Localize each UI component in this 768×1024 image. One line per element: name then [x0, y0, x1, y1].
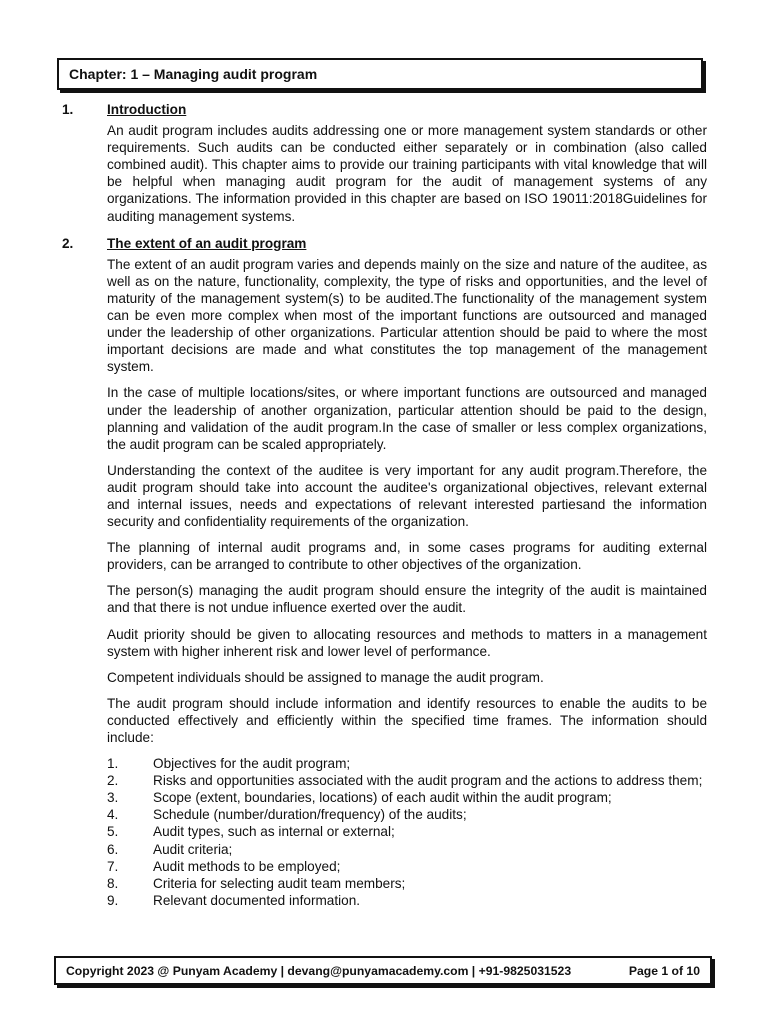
- paragraph: Audit priority should be given to allocating resources and methods to matters in a management system with higher inherent risk and lower level of performance.: [107, 626, 707, 659]
- list-text: Scope (extent, boundaries, locations) of each audit within the audit program;: [153, 790, 612, 806]
- list-item: [107, 841, 707, 858]
- list-item: [107, 755, 707, 772]
- paragraph: The planning of internal audit programs and, in some cases programs for auditing external providers, can be arranged to contribute to other objectives of the organization.: [107, 540, 707, 573]
- list-number: 5.: [107, 824, 119, 840]
- page-footer: [54, 956, 712, 985]
- list-item: [107, 806, 707, 823]
- list-text: Schedule (number/duration/frequency) of the audits;: [153, 807, 467, 823]
- chapter-title-box: [57, 58, 703, 90]
- list-item: [107, 892, 707, 909]
- paragraph: The extent of an audit program varies and depends mainly on the size and nature of the auditee, as well as on the nature, functionality, complexity, the type of risks and opportunities, and the level of maturity of the management system(s) to be audited.The functionality of the management system can be even more complex when most of the important functions are outsourced and managed under the leadership of other organizations. Particular attention should be paid to where the most important decisions are made and what constitutes the top management of the management system.: [107, 256, 707, 375]
- list-text: Audit methods to be employed;: [153, 858, 341, 874]
- list-text: Objectives for the audit program;: [153, 756, 351, 772]
- audit-program-info-list: [107, 755, 707, 909]
- list-item: [107, 772, 707, 789]
- list-number: 7.: [107, 858, 119, 874]
- section-heading: [62, 235, 707, 252]
- section-title: Introduction: [107, 102, 187, 117]
- list-number: 6.: [107, 841, 119, 857]
- list-item: [107, 875, 707, 892]
- paragraph: The audit program should include information and identify resources to enable the audits to be conducted effectively and efficiently within the specified time frames. The information should include:: [107, 695, 707, 745]
- chapter-title: Chapter: 1 – Managing audit program: [69, 66, 318, 82]
- document-body: [62, 101, 707, 909]
- list-text: Criteria for selecting audit team members;: [153, 875, 406, 891]
- list-text: Audit types, such as internal or external;: [153, 824, 395, 840]
- list-number: 4.: [107, 807, 119, 823]
- list-number: 3.: [107, 790, 119, 806]
- list-number: 2.: [107, 773, 119, 789]
- paragraph: The person(s) managing the audit program should ensure the integrity of the audit is maintained and that there is not undue influence exerted over the audit.: [107, 583, 707, 616]
- paragraph: In the case of multiple locations/sites, or where important functions are outsourced and managed under the leadership of another organization, particular attention should be paid to the design, planning and validation of the audit program.In the case of smaller or less complex organizations, the audit program can be scaled appropriately.: [107, 385, 707, 452]
- list-item: [107, 858, 707, 875]
- list-item: [107, 789, 707, 806]
- footer-copyright: Copyright 2023 @ Punyam Academy | devang@punyamacademy.com | +91-9825031523: [66, 963, 572, 978]
- section-introduction: [62, 101, 707, 225]
- paragraph: An audit program includes audits addressing one or more management system standards or other requirements. Such audits can be conducted either separately or in combination (also called combined audit). This chapter aims to provide our training participants with vital knowledge that will be helpful when managing audit program for the audit of management systems of any organizations. The information provided in this chapter are based on ISO 19011:2018Guidelines for auditing management systems.: [107, 123, 707, 224]
- section-number: 2.: [62, 235, 74, 251]
- section-extent: [62, 235, 707, 909]
- list-number: 8.: [107, 875, 119, 891]
- list-text: Relevant documented information.: [153, 892, 361, 908]
- list-number: 9.: [107, 892, 119, 908]
- list-number: 1.: [107, 756, 119, 772]
- paragraph: Understanding the context of the auditee is very important for any audit program.Therefore, the audit program should take into account the auditee's organizational objectives, relevant external and internal issues, needs and expectations of relevant interested partiesand the information security and confidentiality requirements of the organization.: [107, 462, 707, 530]
- section-number: 1.: [62, 102, 74, 117]
- section-heading: [62, 101, 707, 118]
- footer-page-number: Page 1 of 10: [628, 963, 700, 978]
- list-text: Risks and opportunities associated with the audit program and the actions to address them;: [153, 773, 703, 789]
- section-title: The extent of an audit program: [107, 235, 307, 251]
- list-item: [107, 823, 707, 840]
- paragraph: Competent individuals should be assigned to manage the audit program.: [107, 669, 544, 685]
- list-text: Audit criteria;: [153, 841, 233, 857]
